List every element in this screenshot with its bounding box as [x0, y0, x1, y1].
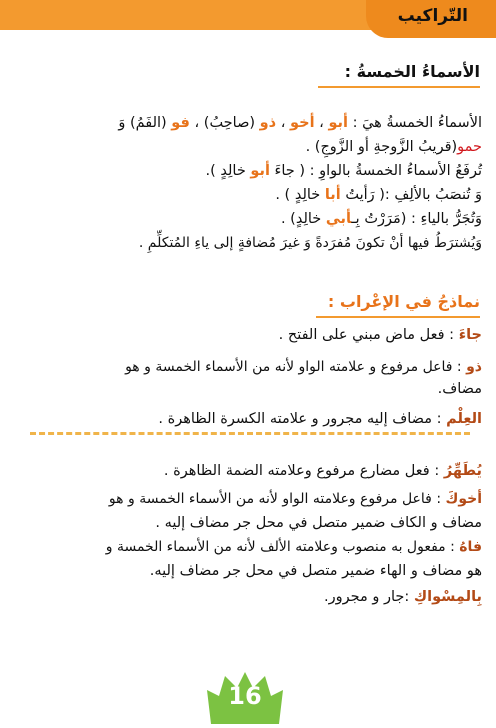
dashed-separator	[30, 432, 470, 435]
page-number-badge	[205, 672, 285, 724]
example-dhu: ذو : فاعل مرفوع و علامته الواو لأنه من الأسماء الخمسة و هو	[125, 359, 482, 375]
rule-line-5: وَتُجَرُّ بالياءِ : (مَرَرْتُ بِـأبي خالِدٍ) .	[280, 211, 482, 227]
example-jaa: جاءَ : فعل ماض مبني على الفتح .	[278, 327, 482, 343]
example-dhu-continued: مضاف.	[437, 381, 482, 397]
section-underline	[316, 316, 480, 318]
page-title: التّراكيب	[397, 6, 468, 26]
rule-line-4: وَ تُنصَبُ بالألِفِ :( رَأيتُ أبا خالِدٍ ) .	[275, 187, 482, 203]
section-title-parsing-examples: نماذجُ في الإعْراب :	[327, 292, 480, 311]
page-number: 16	[228, 682, 262, 710]
rule-line-2: حمو(قريبُ الزَّوجةِ أو الزَّوجِ) .	[305, 139, 482, 155]
example-fahu: فاهُ : مفعول به منصوب وعلامته الألف لأنه من الأسماء الخمسة و	[105, 539, 482, 555]
rule-line-1: الأسماءُ الخمسةُ هيَ : أبو ، أخو ، ذو (صاحِبُ) ، فو (الفَمُ) وَ	[118, 115, 482, 131]
example-akhuka-continued: مضاف و الكاف ضمير متصل في محل جر مضاف إليه .	[155, 515, 482, 531]
example-ilm: العِلْم : مضاف إليه مجرور و علامته الكسرة الظاهرة .	[158, 411, 482, 427]
example-yatharu: يُطَهِّرُ : فعل مضارع مرفوع وعلامته الضمة الظاهرة .	[163, 463, 482, 479]
rule-line-6: وَيُشترَطُ فيها أنْ تكونَ مُفرَدةً وَ غيرَ مُضافةٍ إلى ياءِ المُتكلِّمِ .	[138, 235, 482, 251]
section-title-five-nouns: الأسماءُ الخمسةُ :	[344, 62, 480, 81]
example-miswak: بِالمِسْواكِ :جار و مجرور.	[323, 589, 482, 605]
example-fahu-continued: هو مضاف و الهاء ضمير متصل في محل جر مضاف إليه.	[149, 563, 482, 579]
section-underline	[318, 86, 480, 88]
example-akhuka: أخوكَ : فاعل مرفوع وعلامته الواو لأنه من الأسماء الخمسة و هو	[108, 491, 482, 507]
rule-line-3: تُرفَعُ الأسماءُ الخمسةُ بالواوِ : ( جاءَ أبو خالِدٍ ).	[205, 163, 482, 179]
